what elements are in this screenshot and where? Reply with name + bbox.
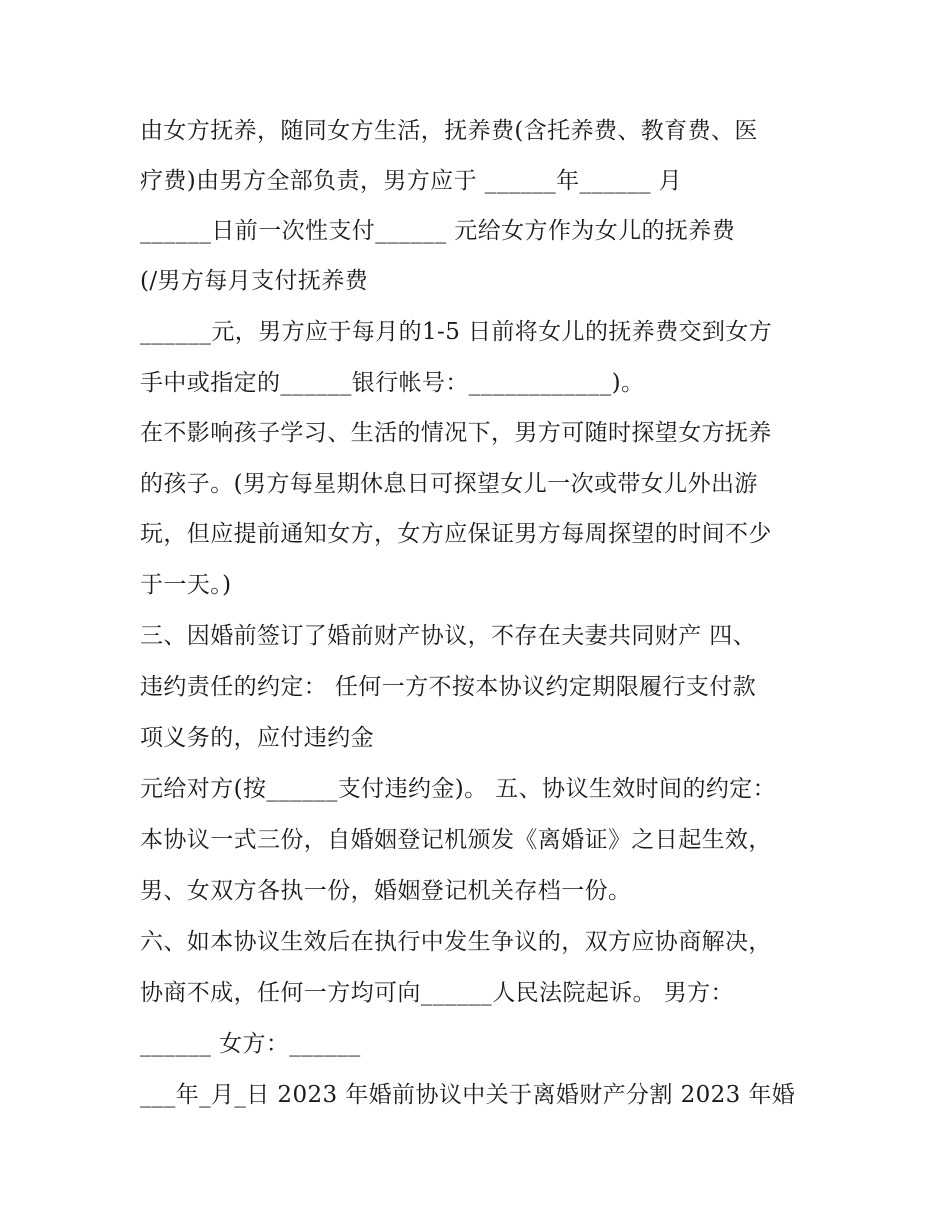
text-line: 三、因婚前签订了婚前财产协议，不存在夫妻共同财产 四、 (140, 623, 757, 649)
text-line: 疗费)由男方全部负责，男方应于 ______年______ 月 (140, 168, 682, 194)
text-line: 男、女双方各执一份，婚姻登记机关存档一份。 (140, 878, 632, 904)
text-line: 违约责任的约定： 任何一方不按本协议约定期限履行支付款 (140, 674, 757, 700)
text-line: 在不影响孩子学习、生活的情况下，男方可随时探望女方抚养 (140, 420, 772, 446)
text-line: 玩，但应提前通知女方，女方应保证男方每周探望的时间不少 (140, 521, 772, 547)
text-line: (/男方每月支付抚养费 (140, 268, 369, 294)
text-line: 项义务的，应付违约金 (140, 725, 374, 751)
text-line: ______元，男方应于每月的1-5 日前将女儿的抚养费交到女方 (140, 319, 773, 345)
text-line: ______日前一次性支付______ 元给女方作为女儿的抚养费 (140, 218, 736, 244)
text-line: 的孩子。(男方每星期休息日可探望女儿一次或带女儿外出游 (140, 471, 758, 497)
text-line: ______ 女方：______ (140, 1031, 361, 1057)
text-line: 协商不成，任何一方均可向______人民法院起诉。 男方： (140, 980, 734, 1006)
text-line: 六、如本协议生效后在执行中发生争议的，双方应协商解决， (140, 929, 772, 955)
text-line: 由女方抚养，随同女方生活，抚养费(含托养费、教育费、医 (140, 118, 758, 144)
text-line: ___年_月_日 2023 年婚前协议中关于离婚财产分割 2023 年婚 (140, 1082, 796, 1108)
text-line: 手中或指定的______银行帐号：____________)。 (140, 370, 645, 396)
text-line: 于一天。) (140, 572, 232, 598)
text-line: 本协议一式三份，自婚姻登记机颁发《离婚证》之日起生效， (140, 827, 772, 853)
text-line: 元给对方(按______支付违约金)。 五、协议生效时间的约定： (140, 776, 777, 802)
